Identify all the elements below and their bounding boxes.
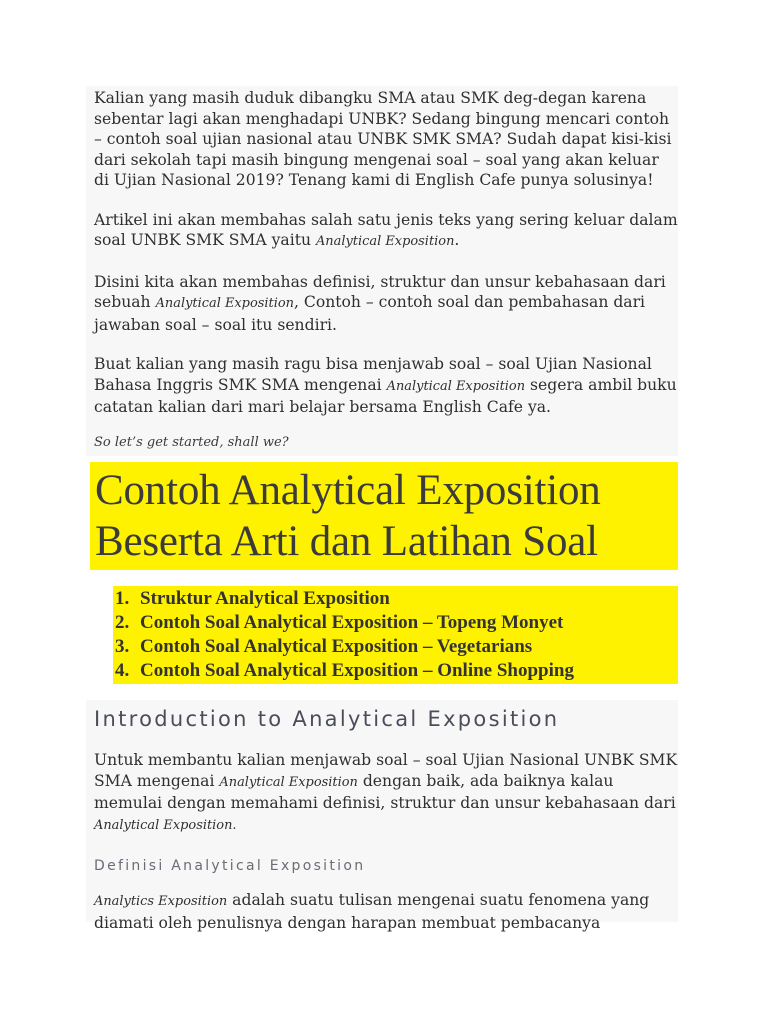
toc-item-2 [113,611,678,635]
main-heading-text [95,465,678,567]
term: Analytics Exposition [94,894,228,909]
term: Analytical Exposition [315,234,455,249]
text: . [454,231,460,249]
toc-number: 3. [115,636,130,657]
text: Disini kita akan membahas definisi, struktur dan unsur kebahasaan dari sebuah [94,272,666,311]
intro-section [86,86,678,456]
intro-started-line: So let’s get started, shall we? [94,434,289,450]
heading-line-1: Contoh Analytical Exposition [95,467,601,514]
term: Analytical Exposition [386,378,526,394]
main-heading [90,462,678,570]
text: adalah suatu tulisan mengenai suatu fenomena yang diamati oleh penulisnya dengan harapan membuat pembacanya [94,891,650,932]
section-paragraph-2 [94,890,678,933]
toc-number: 4. [115,660,130,681]
toc-number: 1. [115,588,130,609]
introduction-section [86,700,678,932]
text: Buat kalian yang masih ragu bisa menjawab soal – soal Ujian Nasional Bahasa Inggris SMK SMA mengenai [94,355,652,394]
toc-item-1 [113,587,678,611]
term: Analytical Exposition [219,774,358,790]
toc-link-topeng-monyet[interactable]: Contoh Soal Analytical Exposition – Topeng Monyet [140,612,564,633]
section-paragraph-1 [94,750,678,836]
toc-link-vegetarians[interactable]: Contoh Soal Analytical Exposition – Vegetarians [140,636,533,657]
term: Analytical Exposition [155,296,294,311]
toc-list [113,587,678,683]
toc-item-3 [113,635,678,659]
text: dengan baik, ada baiknya kalau memulai dengan memahami definisi, struktur dan unsur kebahasaan dari [94,771,676,812]
section-subtitle: Definisi Analytical Exposition [94,858,366,874]
toc-link-struktur[interactable]: Struktur Analytical Exposition [140,588,390,609]
heading-line-2: Beserta Arti dan Latihan Soal [95,518,598,565]
intro-paragraph-2 [94,210,678,253]
table-of-contents [113,586,678,684]
text: Untuk membantu kalian menjawab soal – soal Ujian Nasional UNBK SMK SMA mengenai [94,751,678,790]
toc-item-4 [113,659,678,683]
section-title: Introduction to Analytical Exposition [94,707,560,731]
intro-paragraph-1: Kalian yang masih duduk dibangku SMA atau SMK deg-degan karena sebentar lagi akan menghadapi UNBK? Sedang bingung mencari contoh – contoh soal ujian nasional atau UNBK SMK SMA? Sudah dapat kisi-kisi dari sekolah tapi masih bingung mengenai soal – soal yang akan keluar di Ujian Nasional 2019? Tenang kami di English Cafe punya solusinya! [94,89,672,189]
intro-paragraph-4 [94,354,678,418]
text: Artikel ini akan membahas salah satu jenis teks yang sering keluar dalam soal UNBK SMK SMA yaitu [94,210,678,249]
toc-link-online-shopping[interactable]: Contoh Soal Analytical Exposition – Online Shopping [140,660,574,681]
intro-paragraph-3 [94,272,678,336]
toc-number: 2. [115,612,130,633]
term: Analytical Exposition. [94,817,237,833]
text: segera ambil buku catatan kalian dari mari belajar bersama English Cafe ya. [94,375,677,416]
text: , Contoh – contoh soal dan pembahasan dari jawaban soal – soal itu sendiri. [94,293,646,334]
